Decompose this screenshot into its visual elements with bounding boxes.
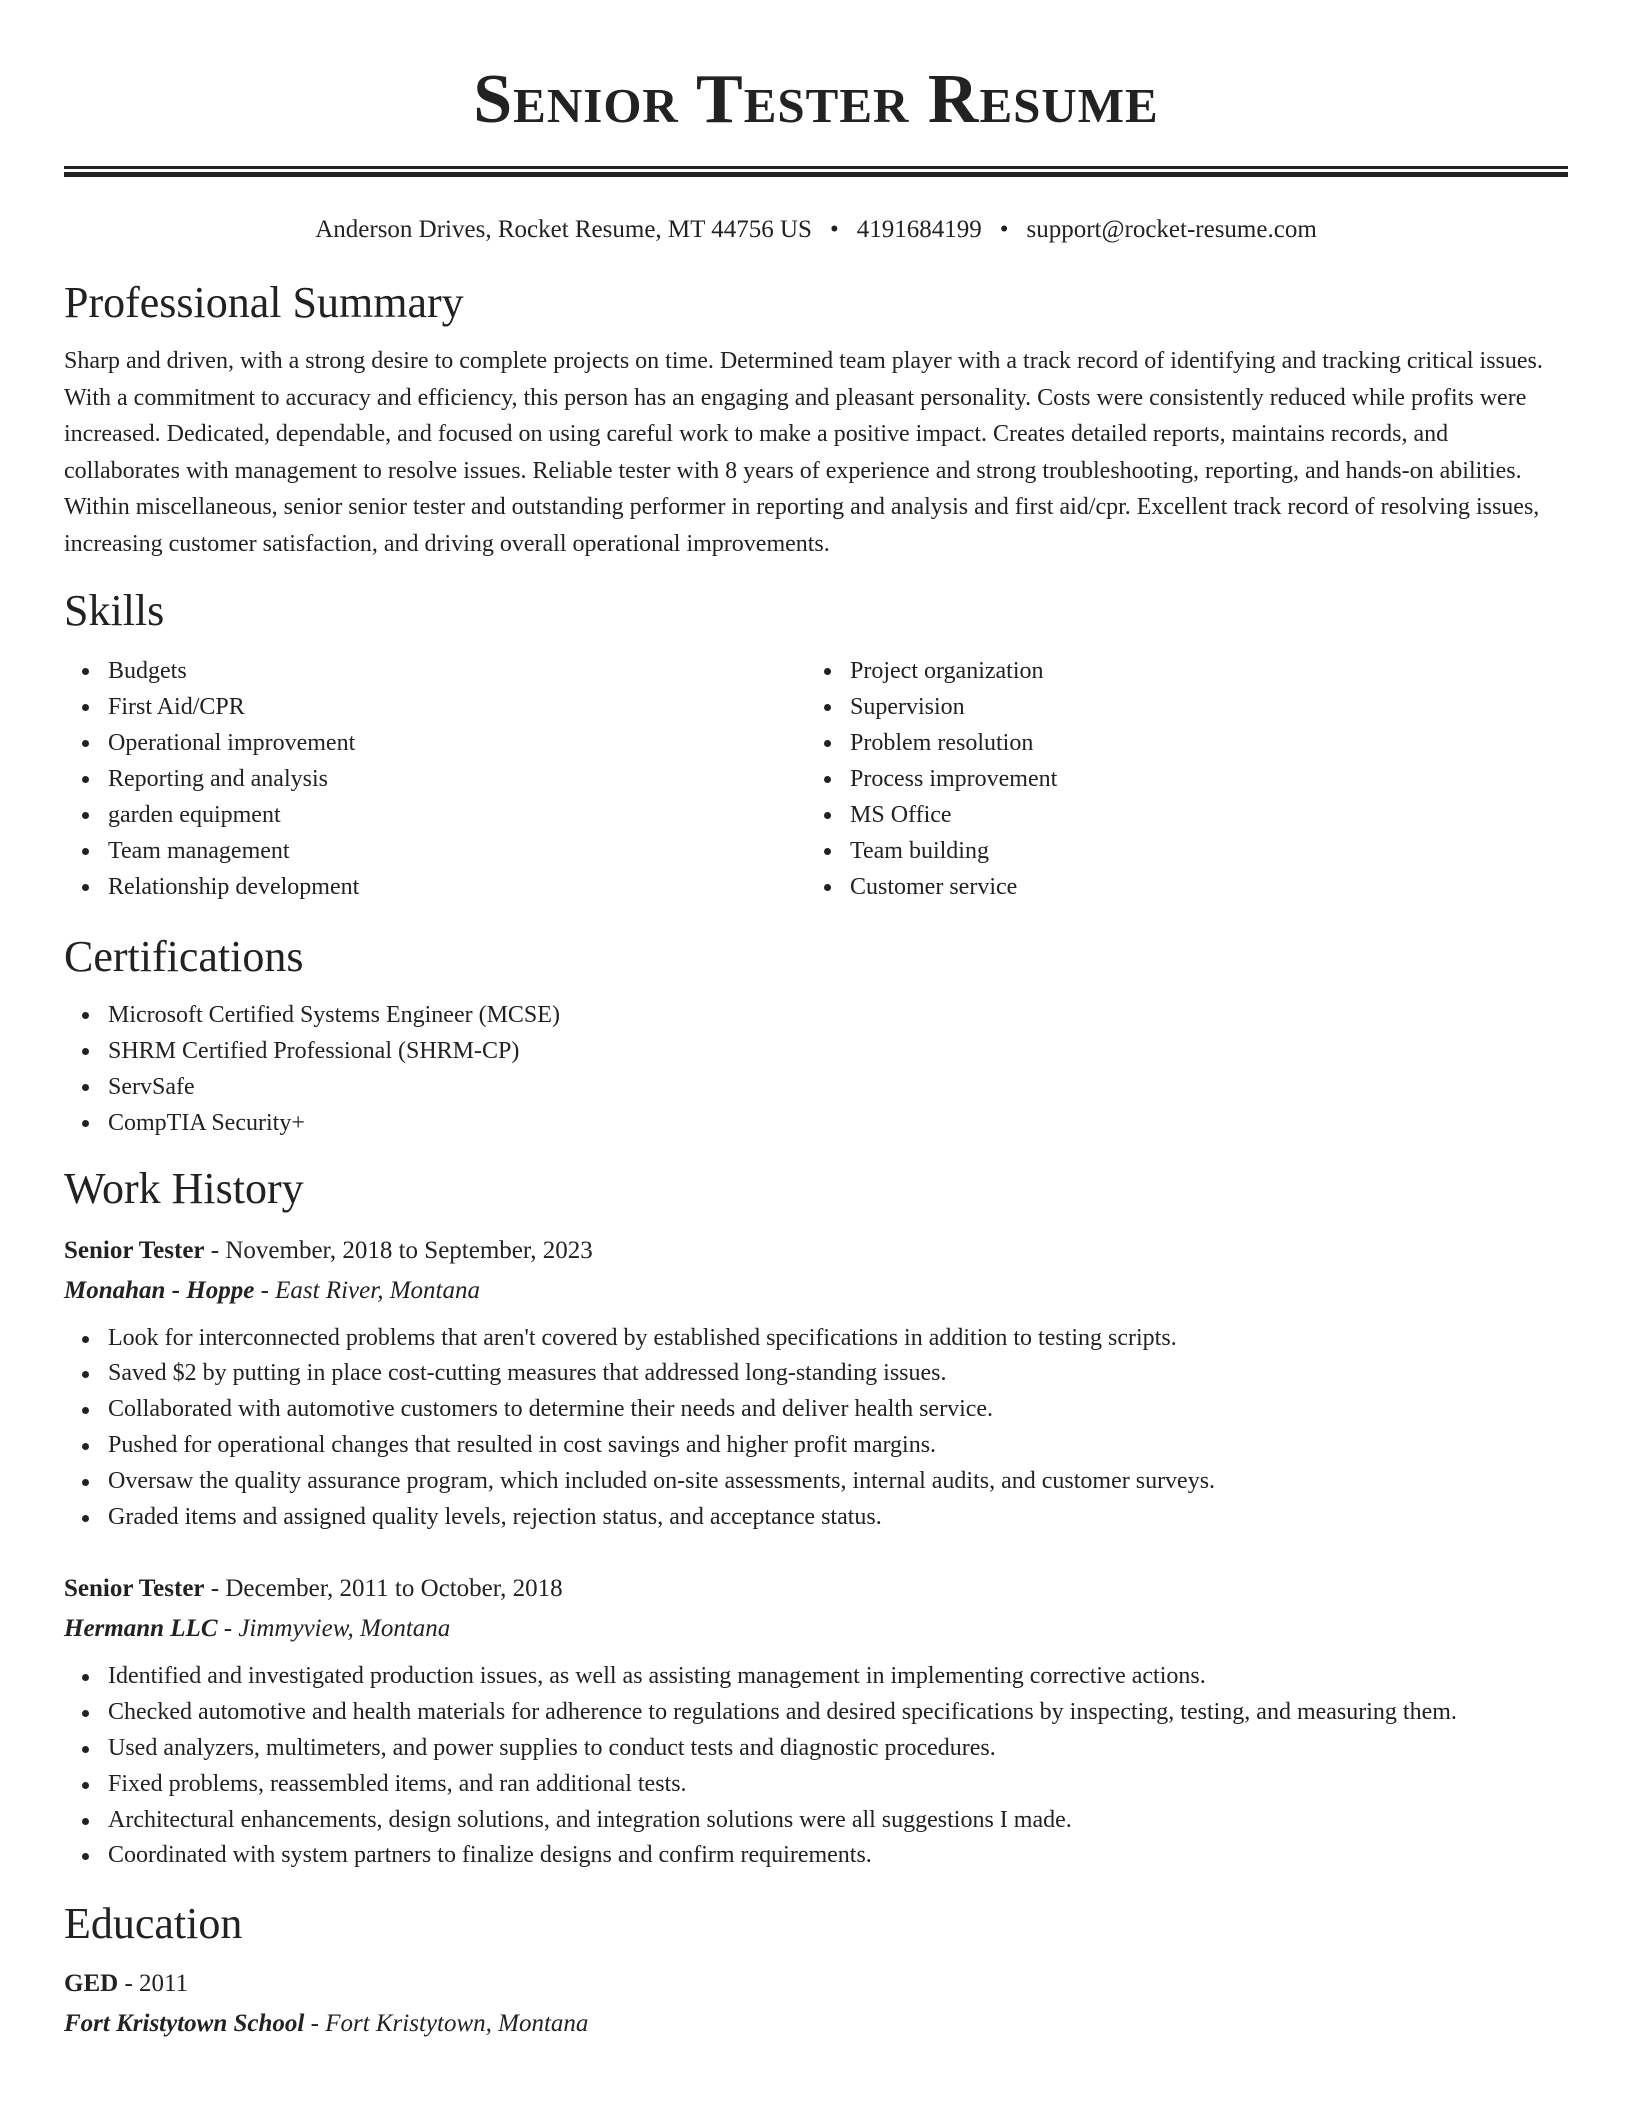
skills-column-right (806, 653, 1548, 905)
dash: - (124, 1970, 133, 1998)
skill-item: garden equipment (108, 797, 806, 833)
skill-item: Budgets (108, 653, 806, 689)
company-name: Hermann LLC (64, 1615, 218, 1643)
job-title-line (64, 1569, 1568, 1609)
contact-phone: 4191684199 (856, 216, 982, 243)
skill-item: Relationship development (108, 869, 806, 905)
job-bullet: Checked automotive and health materials for adherence to regulations and desired specifications by inspecting, testing, and measuring them. (108, 1695, 1568, 1731)
certifications-heading: Certifications (64, 931, 304, 981)
education-section (64, 1896, 1568, 2044)
job-bullet: Identified and investigated production issues, as well as assisting management in implementing corrective actions. (108, 1659, 1568, 1695)
contact-separator: • (829, 216, 839, 243)
skill-item: Supervision (850, 689, 1548, 725)
job-bullets (64, 1659, 1568, 1874)
summary-text: Sharp and driven, with a strong desire to complete projects on time. Determined team player with a track record of identifying and tracking critical issues. With a commitment to accuracy and efficiency, this person has an engaging and pleasant personality. Costs were consistently reduced while profits were increased. Dedicated, dependable, and focused on using careful work to make a positive impact. Creates detailed reports, maintains records, and collaborates with management to resolve issues. Reliable tester with 8 years of experience and strong troubleshooting, reporting, and hands-on abilities. Within miscellaneous, senior senior tester and outstanding performer in reporting and analysis and first aid/cpr. Excellent track record of resolving issues, increasing customer satisfaction, and driving overall operational improvements. (64, 348, 1543, 557)
certification-item: SHRM Certified Professional (SHRM-CP) (108, 1033, 1568, 1069)
job-bullet: Used analyzers, multimeters, and power supplies to conduct tests and diagnostic procedures. (108, 1731, 1568, 1767)
skill-item: MS Office (850, 797, 1548, 833)
skill-item: Team management (108, 833, 806, 869)
work-history-section (64, 1161, 1568, 1875)
skills-column-left (64, 653, 806, 905)
skill-item: Operational improvement (108, 725, 806, 761)
degree: GED (64, 1970, 119, 1998)
summary-section (64, 275, 1568, 563)
skill-item: Process improvement (850, 761, 1548, 797)
job-title: Senior Tester (64, 1236, 205, 1264)
skill-item: Problem resolution (850, 725, 1548, 761)
summary-heading: Professional Summary (64, 278, 464, 327)
job-bullet: Look for interconnected problems that aren't covered by established specifications in addition to testing scripts. (108, 1321, 1568, 1357)
job-entry (64, 1569, 1568, 1874)
job-bullet: Architectural enhancements, design solutions, and integration solutions were all suggestions I made. (108, 1803, 1568, 1839)
skill-item: Customer service (850, 869, 1548, 905)
school-location: Fort Kristytown, Montana (325, 2010, 589, 2038)
job-bullet: Pushed for operational changes that resulted in cost savings and higher profit margins. (108, 1428, 1568, 1464)
resume-title: Senior Tester Resume (473, 61, 1159, 138)
graduation-year: 2011 (139, 1970, 189, 1998)
dash: - (210, 1236, 220, 1264)
skill-item: Project organization (850, 653, 1548, 689)
skills-heading: Skills (64, 585, 165, 635)
job-bullet: Graded items and assigned quality levels, rejection status, and acceptance status. (108, 1500, 1568, 1536)
work-history-heading: Work History (64, 1163, 304, 1213)
skills-list-left (64, 653, 806, 905)
dash: - (223, 1615, 233, 1643)
job-entry (64, 1231, 1568, 1536)
job-title: Senior Tester (64, 1575, 205, 1603)
certifications-list (64, 997, 1568, 1141)
certification-item: CompTIA Security+ (108, 1105, 1568, 1141)
contact-separator: • (999, 216, 1009, 243)
contact-address: Anderson Drives, Rocket Resume, MT 44756 US (315, 216, 812, 243)
dash: - (310, 2010, 319, 2038)
skill-item: First Aid/CPR (108, 689, 806, 725)
contact-line (64, 213, 1568, 247)
job-bullet: Saved $2 by putting in place cost-cutting measures that addressed long-standing issues. (108, 1356, 1568, 1392)
job-bullet: Collaborated with automotive customers to determine their needs and deliver health service. (108, 1392, 1568, 1428)
company-name: Monahan - Hoppe (64, 1276, 255, 1304)
education-heading: Education (64, 1899, 243, 1949)
dash: - (210, 1575, 220, 1603)
job-bullet: Oversaw the quality assurance program, which included on-site assessments, internal audits, and customer surveys. (108, 1464, 1568, 1500)
skills-grid (64, 653, 1568, 905)
school-name: Fort Kristytown School (64, 2010, 305, 2038)
education-entry (64, 1964, 1568, 2044)
degree-line (64, 1964, 1568, 2004)
job-bullets (64, 1321, 1568, 1536)
contact-email[interactable]: support@rocket-resume.com (1026, 216, 1317, 243)
skills-section (64, 583, 1568, 905)
dash: - (260, 1276, 269, 1304)
certifications-section (64, 929, 1568, 1141)
company-line (64, 1271, 1568, 1311)
school-line (64, 2004, 1568, 2044)
job-bullet: Coordinated with system partners to finalize designs and confirm requirements. (108, 1838, 1568, 1874)
job-bullet: Fixed problems, reassembled items, and ran additional tests. (108, 1767, 1568, 1803)
title-divider (64, 166, 1568, 177)
job-dates: November, 2018 to September, 2023 (225, 1236, 593, 1264)
company-line (64, 1609, 1568, 1649)
certification-item: Microsoft Certified Systems Engineer (MCSE) (108, 997, 1568, 1033)
company-location: Jimmyview, Montana (238, 1615, 451, 1643)
company-location: East River, Montana (275, 1276, 480, 1304)
skill-item: Reporting and analysis (108, 761, 806, 797)
job-title-line (64, 1231, 1568, 1271)
skill-item: Team building (850, 833, 1548, 869)
skills-list-right (806, 653, 1548, 905)
certification-item: ServSafe (108, 1069, 1568, 1105)
job-dates: December, 2011 to October, 2018 (225, 1575, 563, 1603)
